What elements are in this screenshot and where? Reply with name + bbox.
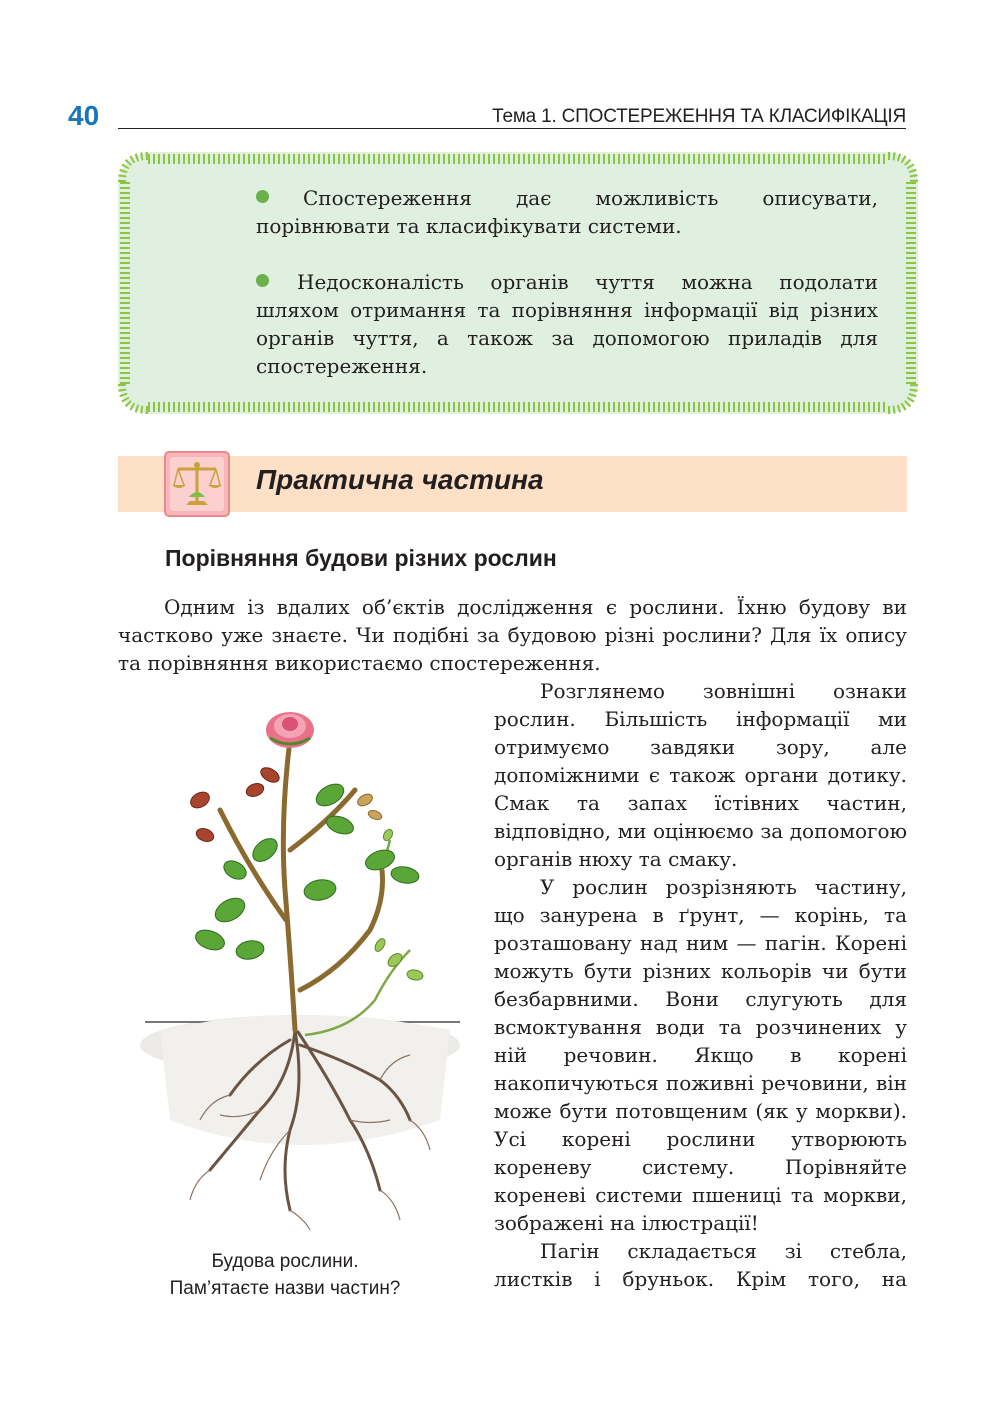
paragraph-roots: У рослин розрізняють частину, що занурена в ґрунт, — корінь, та розташовану над ним — пагін. Корені можуть бути різних кольорів чи бути безбарвними. Вони слугують для всмоктування води та розчинених у ній речовин. Якщо в корені накопичуються поживні речовини, він може бути потовщеним (як у моркви). Усі корені рослини утворюють кореневу систему. Порівняйте кореневі системи пшениці та моркви, зображені на ілюстрації! [494, 875, 907, 1235]
header-rule [118, 128, 906, 129]
subsection-heading: Порівняння будови різних рослин [165, 545, 557, 571]
paragraph-external-features: Розглянемо зовнішні ознаки рослин. Більшість інформації ми отримуємо завдяки зору, але допоміжними є також органи дотику. Смак та запах їстівних частин, відповідно, ми оцінюємо за допомогою органів нюху та смаку. [494, 679, 907, 871]
plant-illustration [140, 700, 470, 1240]
summary-point-1 [256, 184, 878, 240]
right-column-text [494, 677, 907, 1293]
figure-caption [140, 1248, 430, 1302]
summary-box [118, 152, 918, 414]
summary-point-1-text: Спостереження дає можливість описувати, порівнювати та класифікувати системи. [256, 186, 878, 238]
summary-point-2-text: Недосконалість органів чуття можна подолати шляхом отримання та порівняння інформації від різних органів чуття, а також за допомогою приладів для спостереження. [256, 270, 878, 378]
scales-icon [164, 451, 230, 517]
section-title: Практична частина [256, 464, 544, 495]
summary-point-2 [256, 268, 878, 380]
bullet-icon [256, 190, 269, 203]
caption-line-2: Пам’ятаєте назви частин? [169, 1278, 401, 1299]
page-number: 40 [68, 100, 100, 131]
intro-paragraph: Одним із вдалих об’єктів дослідження є рослини. Їхню будову ви частково уже знаєте. Чи подібні за будовою різні рослини? Для їх опису та порівняння використаємо спостереження. [118, 595, 907, 675]
bullet-icon [256, 274, 269, 287]
caption-line-1: Будова рослини. [211, 1251, 359, 1272]
running-head: Тема 1. СПОСТЕРЕЖЕННЯ ТА КЛАСИФІКАЦІЯ [492, 106, 906, 127]
paragraph-shoot: Пагін складається зі стебла, листків і бруньок. Крім того, на [494, 1239, 907, 1291]
